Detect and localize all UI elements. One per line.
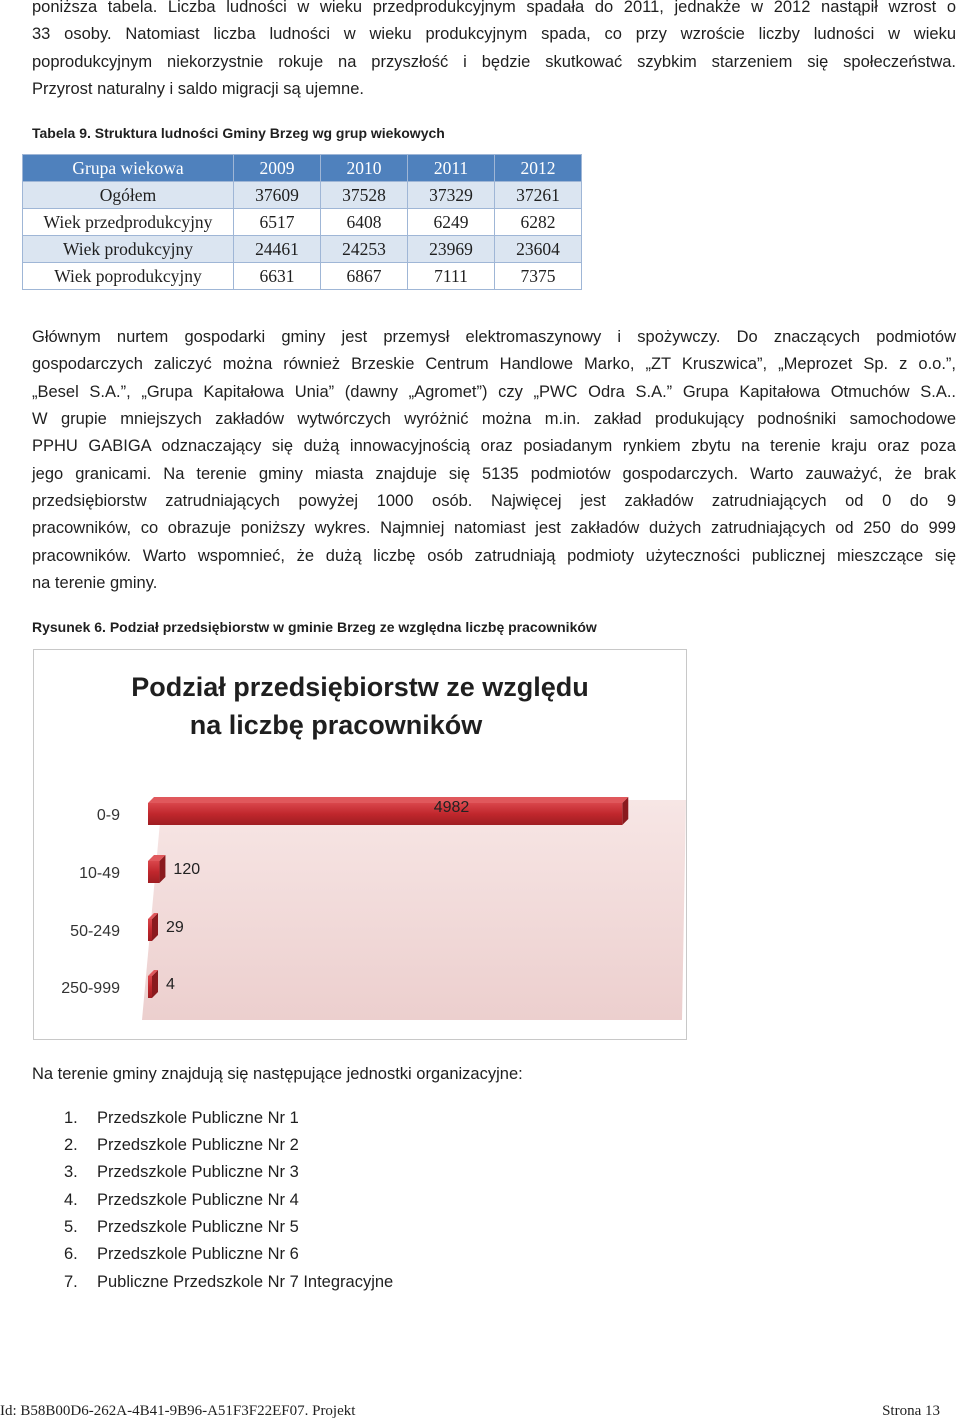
table-cell: 37609 [234, 182, 321, 209]
chart-title: Podział przedsiębiorstw ze względu [131, 672, 589, 702]
age-structure-table [22, 154, 582, 290]
chart-title: na liczbę pracowników [189, 710, 483, 740]
figure-caption: Rysunek 6. Podział przedsiębiorstw w gminie Brzeg ze względna liczbę pracowników [32, 619, 597, 635]
body-line: pracowników. Warto wspomnieć, że dużą liczbę osób zatrudniają podmioty użyteczności publicznej mieszczące się [32, 547, 956, 565]
intro-line: poprodukcyjnym niekorzystnie rokuje na przyszłość i będzie skutkować szybkim starzeniem się społeczeństwa. [32, 53, 956, 71]
table-cell: 24461 [234, 236, 321, 263]
body-line: jego granicami. Na terenie gminy miasta znajduje się 5135 podmiotów gospodarczych. Warto zauważyć, że brak [32, 465, 956, 483]
list-label: Przedszkole Publiczne Nr 5 [97, 1218, 299, 1236]
table-cell: 37261 [495, 182, 582, 209]
bar-250-999 [148, 976, 152, 998]
list-label: Przedszkole Publiczne Nr 4 [97, 1191, 299, 1209]
table-cell: 7375 [495, 263, 582, 290]
body-line: Głównym nurtem gospodarki gminy jest przemysł elektromaszynowy i spożywczy. Do znaczących podmiotów [32, 328, 956, 346]
chart-floor [142, 800, 686, 1020]
table-cell: Ogółem [23, 182, 234, 209]
intro-line: poniższa tabela. Liczba ludności w wieku przedprodukcyjnym spadała do 2011, jednakże w 2012 nastąpił wzrost o [32, 0, 956, 16]
list-item [64, 1136, 299, 1155]
table-cell: Wiek przedprodukcyjny [23, 209, 234, 236]
table-cell: 6408 [321, 209, 408, 236]
list-item [64, 1273, 393, 1292]
table-cell: Wiek poprodukcyjny [23, 263, 234, 290]
bar-50-249 [148, 919, 152, 941]
table-row [23, 182, 582, 209]
table-header-cell: 2012 [495, 155, 582, 182]
body-line: „Besel S.A.”, „Grupa Kapitałowa Unia” (dawny „Agromet”) czy „PWC Odra S.A.” Grupa Kapitałowa Otmuchów S.A.. [32, 383, 956, 401]
table-cell: 23604 [495, 236, 582, 263]
data-label: 4982 [433, 799, 470, 816]
body-line: pracowników, co obrazuje poniższy wykres. Najmniej natomiast jest zakładów dużych zatrudniających od 250 do 999 [32, 519, 956, 537]
employee-size-chart [33, 649, 687, 1040]
category-label: 0-9 [96, 807, 120, 824]
body-line: gospodarczych zaliczyć można również Brzeskie Centrum Handlowe Marko, „ZT Kruszwica”, „Meprozet Sp. z o.o.”, [32, 355, 956, 373]
footer-document-id: Id: B58B00D6-262A-4B41-9B96-A51F3F22EF07. Projekt [0, 1403, 356, 1419]
table-cell: Wiek produkcyjny [23, 236, 234, 263]
list-number: 6. [64, 1245, 78, 1263]
table-header-cell: Grupa wiekowa [23, 155, 234, 182]
list-number: 1. [64, 1109, 78, 1127]
list-item [64, 1109, 299, 1128]
list-label: Publiczne Przedszkole Nr 7 Integracyjne [97, 1273, 394, 1291]
table-cell: 6249 [408, 209, 495, 236]
table-row [23, 236, 582, 263]
footer-page-number: Strona 13 [882, 1403, 940, 1419]
category-label: 50-249 [70, 923, 120, 940]
list-label: Przedszkole Publiczne Nr 6 [97, 1245, 299, 1263]
bar-top [148, 797, 628, 803]
list-number: 2. [64, 1136, 78, 1154]
table-cell: 24253 [321, 236, 408, 263]
list-label: Przedszkole Publiczne Nr 2 [97, 1136, 299, 1154]
list-intro: Na terenie gminy znajdują się następujące jednostki organizacyjne: [32, 1065, 523, 1083]
bar-10-49 [148, 861, 159, 883]
chart-canvas [34, 650, 686, 1039]
intro-line: 33 osoby. Natomiast liczba ludności w wieku produkcyjnym spada, co przy wzroście liczby ludności w wieku [32, 25, 956, 43]
body-line: przedsiębiorstw zatrudniających powyżej 1000 osób. Najwięcej jest zakładów zatrudniających od 0 do 9 [32, 492, 956, 510]
category-label: 250-999 [61, 980, 120, 997]
data-label: 120 [173, 861, 201, 878]
body-line: PPHU GABIGA odznaczający się dużą innowacyjnością oraz posiadanym rynkiem zbytu na terenie kraju oraz poza [32, 437, 956, 455]
body-line: na terenie gminy. [32, 574, 158, 592]
table-cell: 7111 [408, 263, 495, 290]
list-number: 4. [64, 1191, 78, 1209]
table-cell: 37528 [321, 182, 408, 209]
data-label: 4 [166, 976, 175, 993]
table-header-cell: 2010 [321, 155, 408, 182]
table-header-cell: 2009 [234, 155, 321, 182]
table-header-cell: 2011 [408, 155, 495, 182]
table-cell: 23969 [408, 236, 495, 263]
table-row [23, 263, 582, 290]
list-number: 3. [64, 1163, 78, 1181]
data-label: 29 [166, 919, 184, 936]
list-item [64, 1163, 299, 1182]
list-item [64, 1191, 299, 1210]
list-number: 5. [64, 1218, 78, 1236]
list-item [64, 1245, 299, 1264]
table-cell: 6517 [234, 209, 321, 236]
list-item [64, 1218, 299, 1237]
table-cell: 6867 [321, 263, 408, 290]
category-label: 10-49 [79, 865, 120, 882]
bar-0-9 [148, 803, 622, 825]
list-label: Przedszkole Publiczne Nr 1 [97, 1109, 299, 1127]
intro-line: Przyrost naturalny i saldo migracji są ujemne. [32, 80, 364, 98]
list-label: Przedszkole Publiczne Nr 3 [97, 1163, 299, 1181]
body-line: W grupie mniejszych zakładów wytwórczych wyróżnić można m.in. zakład produkujący podnośniki samochodowe [32, 410, 956, 428]
table-row [23, 209, 582, 236]
list-number: 7. [64, 1273, 78, 1291]
table-cell: 6282 [495, 209, 582, 236]
table-cell: 37329 [408, 182, 495, 209]
table-header-row [23, 155, 582, 182]
table-caption: Tabela 9. Struktura ludności Gminy Brzeg wg grup wiekowych [32, 125, 445, 141]
table-cell: 6631 [234, 263, 321, 290]
